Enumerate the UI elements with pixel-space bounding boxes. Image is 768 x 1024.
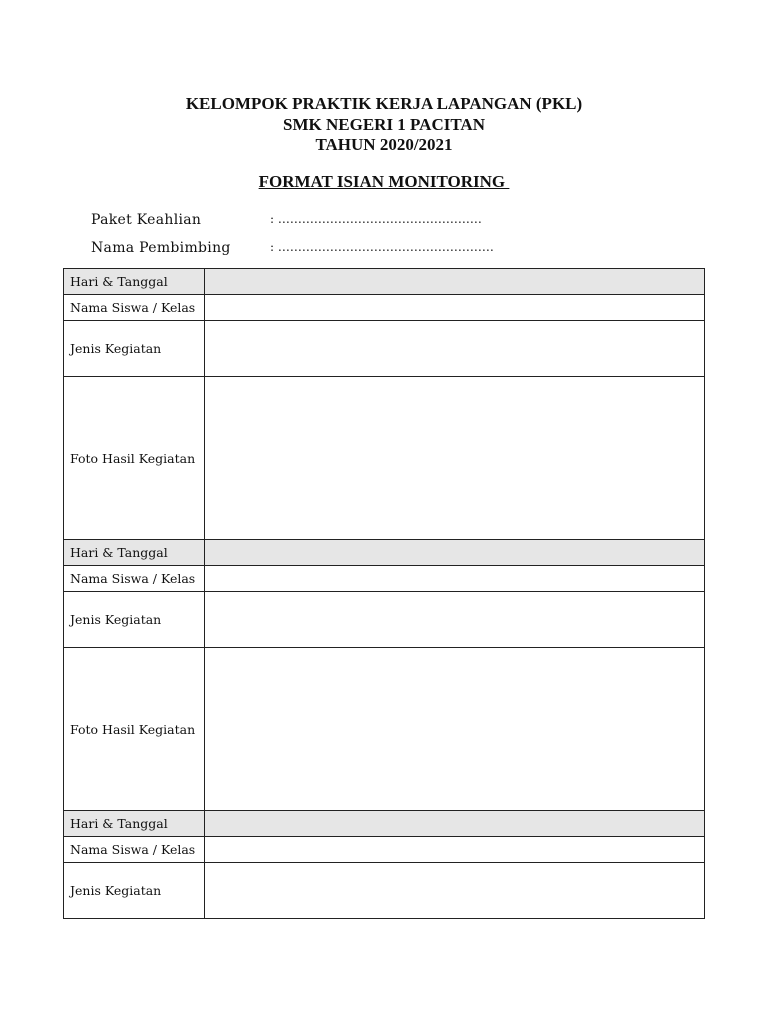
- table-row: [64, 863, 705, 919]
- table-row: [64, 811, 705, 837]
- foto-hasil-cell[interactable]: [205, 377, 705, 540]
- nama-siswa-cell[interactable]: [205, 295, 705, 321]
- nama-pembimbing-label: Nama Pembimbing: [91, 240, 231, 256]
- nama-siswa-label: Nama Siswa / Kelas: [64, 837, 205, 863]
- monitoring-table: [63, 268, 705, 919]
- table-row: [64, 321, 705, 377]
- foto-hasil-label: Foto Hasil Kegiatan: [64, 377, 205, 540]
- hari-tanggal-cell[interactable]: [205, 269, 705, 295]
- hari-tanggal-cell[interactable]: [205, 540, 705, 566]
- jenis-kegiatan-label: Jenis Kegiatan: [64, 592, 205, 648]
- header-line-1: KELOMPOK PRAKTIK KERJA LAPANGAN (PKL): [185, 94, 583, 113]
- hari-tanggal-label: Hari & Tanggal: [64, 540, 205, 566]
- header-line-3: TAHUN 2020/2021: [315, 135, 453, 154]
- paket-keahlian-label: Paket Keahlian: [91, 212, 202, 228]
- table-row: [64, 837, 705, 863]
- table-row: [64, 377, 705, 540]
- table-row: [64, 592, 705, 648]
- paket-keahlian-field[interactable]: : ……………………………………………: [270, 212, 482, 226]
- foto-hasil-cell[interactable]: [205, 648, 705, 811]
- jenis-kegiatan-label: Jenis Kegiatan: [64, 863, 205, 919]
- nama-siswa-label: Nama Siswa / Kelas: [64, 566, 205, 592]
- hari-tanggal-label: Hari & Tanggal: [64, 269, 205, 295]
- nama-siswa-label: Nama Siswa / Kelas: [64, 295, 205, 321]
- jenis-kegiatan-label: Jenis Kegiatan: [64, 321, 205, 377]
- hari-tanggal-label: Hari & Tanggal: [64, 811, 205, 837]
- table-row: [64, 269, 705, 295]
- foto-hasil-label: Foto Hasil Kegiatan: [64, 648, 205, 811]
- header-line-2: SMK NEGERI 1 PACITAN: [283, 114, 485, 134]
- table-row: [64, 295, 705, 321]
- hari-tanggal-cell[interactable]: [205, 811, 705, 837]
- nama-siswa-cell[interactable]: [205, 566, 705, 592]
- table-row: [64, 540, 705, 566]
- nama-siswa-cell[interactable]: [205, 837, 705, 863]
- document-header: [0, 94, 768, 156]
- nama-pembimbing-field[interactable]: : ………………………………………………: [270, 240, 494, 254]
- jenis-kegiatan-cell[interactable]: [205, 592, 705, 648]
- jenis-kegiatan-cell[interactable]: [205, 863, 705, 919]
- table-row: [64, 566, 705, 592]
- table-row: [64, 648, 705, 811]
- jenis-kegiatan-cell[interactable]: [205, 321, 705, 377]
- form-title: FORMAT ISIAN MONITORING: [258, 172, 510, 191]
